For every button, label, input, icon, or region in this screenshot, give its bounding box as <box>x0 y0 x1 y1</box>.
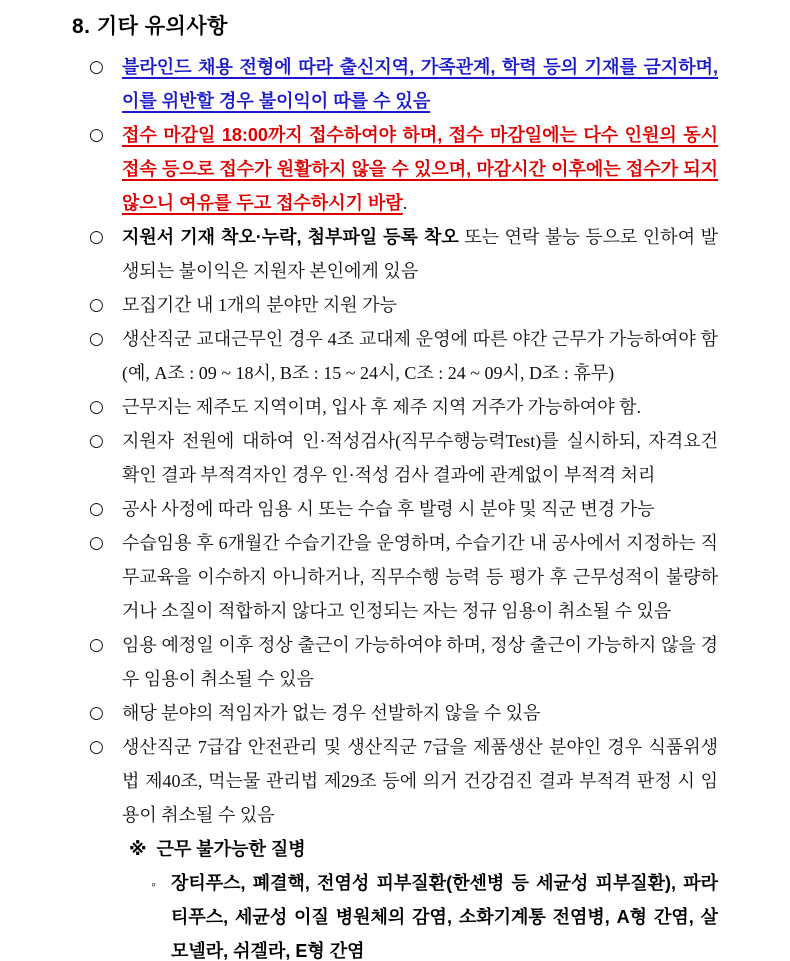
notice-text: 근무지는 제주도 지역이며, 입사 후 제주 지역 거주가 가능하여야 함. <box>122 397 641 417</box>
blue-warning-text: 블라인드 채용 전형에 따라 출신지역, 가족관계, 학력 등의 기재를 금지하며, 이를 위반할 경우 불이익이 따를 수 있음 <box>122 57 718 111</box>
circle-bullet: ○ <box>89 431 104 451</box>
circle-bullet: ○ <box>89 329 104 349</box>
notice-item-health-check <box>88 730 718 832</box>
notice-text: 임용 예정일 이후 정상 출근이 가능하여야 하며, 정상 출근이 가능하지 않을 경우 임용이 취소될 수 있음 <box>122 635 718 689</box>
notice-text: 생산직군 교대근무인 경우 4조 교대제 운영에 따른 야간 근무가 가능하여야 함 (예, A조 : 09 ~ 18시, B조 : 15 ~ 24시, C조 : 24 ~ 09시, D조 : 휴무) <box>122 329 718 383</box>
note-heading-text: 근무 불가능한 질병 <box>156 839 306 859</box>
notice-text: 생산직군 7급갑 안전관리 및 생산직군 7급을 제품생산 분야인 경우 식품위생법 제40조, 먹는물 관리법 제29조 등에 의거 건강검진 결과 부적격 판정 시 임용이 취소될 수 있음 <box>122 737 718 825</box>
circle-bullet: ○ <box>89 125 104 145</box>
notice-text: 공사 사정에 따라 임용 시 또는 수습 후 발령 시 분야 및 직군 변경 가능 <box>122 499 655 519</box>
notice-item-blind-hiring <box>88 50 718 118</box>
circle-bullet: ○ <box>89 635 104 655</box>
notice-item-one-field-only <box>88 288 718 322</box>
notice-item-no-selection <box>88 696 718 730</box>
note-heading <box>129 832 718 866</box>
notice-list <box>88 50 718 961</box>
notice-item-attendance <box>88 628 718 696</box>
notice-item-application-errors <box>88 220 718 288</box>
notice-item-aptitude-test <box>88 424 718 492</box>
disease-list-item <box>149 866 718 961</box>
section-title: 8. 기타 유의사항 <box>72 15 228 38</box>
sub-bullet: ◦ <box>151 876 156 892</box>
circle-bullet: ○ <box>89 57 104 77</box>
notice-item-field-change <box>88 492 718 526</box>
circle-bullet: ○ <box>89 295 104 315</box>
circle-bullet: ○ <box>89 227 104 247</box>
disease-list-text: 장티푸스, 폐결핵, 전염성 피부질환(한센병 등 세균성 피부질환), 파라티푸스, 세균성 이질 병원체의 감염, 소화기계통 전염병, A형 간염, 살모넬라, 쉬겔라, E형 간염 <box>171 873 718 961</box>
notice-text: 또는 연락 불능 등으로 인하여 발생되는 불이익은 지원자 본인에게 있음 <box>122 227 718 281</box>
notice-item-probation <box>88 526 718 628</box>
notice-text: 모집기간 내 1개의 분야만 지원 가능 <box>122 295 397 315</box>
reference-mark: ※ <box>129 839 147 859</box>
circle-bullet: ○ <box>89 737 104 757</box>
notice-item-work-location <box>88 390 718 424</box>
notice-text: 지원자 전원에 대하여 인·적성검사(직무수행능력Test)를 실시하되, 자격요건 확인 결과 부적격자인 경우 인·적성 검사 결과에 관계없이 부적격 처리 <box>122 431 718 485</box>
circle-bullet: ○ <box>89 703 104 723</box>
circle-bullet: ○ <box>89 499 104 519</box>
notice-text: 해당 분야의 적임자가 없는 경우 선발하지 않을 수 있음 <box>122 703 541 723</box>
bold-warning-text: 지원서 기재 착오·누락, 첨부파일 등록 착오 <box>122 227 459 247</box>
circle-bullet: ○ <box>89 533 104 553</box>
red-warning-text: 접수 마감일 18:00까지 접수하여야 하며, 접수 마감일에는 다수 인원의 동시 접속 등으로 접수가 원활하지 않을 수 있으며, 마감시간 이후에는 접수가 되지 않으니 여유를 두고 접수하시기 바람 <box>122 125 718 213</box>
notice-item-deadline <box>88 118 718 220</box>
sentence-period: . <box>402 193 408 213</box>
notice-text: 수습임용 후 6개월간 수습기간을 운영하며, 수습기간 내 공사에서 지정하는 직무교육을 이수하지 아니하거나, 직무수행 능력 등 평가 후 근무성적이 불량하거나 소질이 적합하지 않다고 인정되는 자는 정규 임용이 취소될 수 있음 <box>122 533 718 621</box>
circle-bullet: ○ <box>89 397 104 417</box>
notice-item-shift-work <box>88 322 718 390</box>
